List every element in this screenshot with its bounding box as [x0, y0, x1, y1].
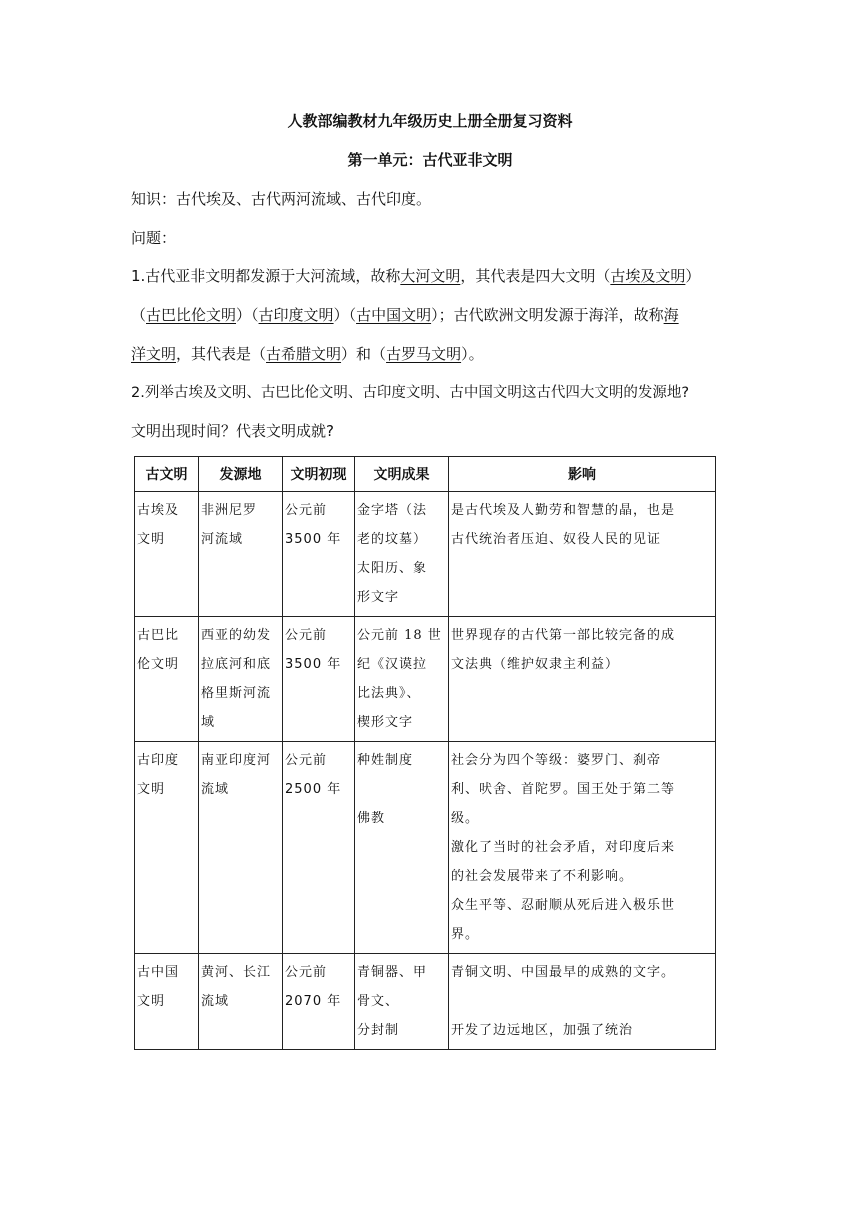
- table-header-row: [135, 457, 716, 492]
- origin-cell: 西亚的幼发 拉底河和底 格里斯河流 域: [201, 628, 272, 730]
- impact-cell: 社会分为四个等级：婆罗门、刹帝 利、吠舍、首陀罗。国王处于第二等 级。 激化了当时的社会矛盾，对印度后来 的社会发展带来了不利影响。 众生平等、忍耐顺从死后进入极乐世 界。: [451, 753, 676, 942]
- knowledge-line: 知识：古代埃及、古代两河流域、古代印度。: [131, 190, 432, 208]
- origin-cell: 黄河、长江 流域: [201, 965, 272, 1009]
- table-row: [135, 617, 716, 742]
- civ-name-cell: 古中国 文明: [137, 965, 180, 1009]
- question-1-line-2: （古巴比伦文明）（古印度文明）（古中国文明）；古代欧洲文明发源于海洋，故称海: [131, 306, 679, 324]
- question-2-line-1: 2.列举古埃及文明、古巴比伦文明、古印度文明、古中国文明这古代四大文明的发源地?: [131, 385, 690, 401]
- time-cell: 公元前 2070 年: [285, 965, 342, 1009]
- impact-cell: 世界现存的古代第一部比较完备的成 文法典（维护奴隶主利益）: [451, 628, 676, 672]
- civilizations-table: [134, 456, 716, 1050]
- civ-name-cell: 古巴比 伦文明: [137, 628, 180, 672]
- answer-blank: 洋文明: [131, 345, 177, 363]
- answer-blank: 古希腊文明: [266, 345, 342, 363]
- header-cell: 发源地: [199, 457, 283, 492]
- time-cell: 公元前 3500 年: [285, 628, 342, 672]
- answer-blank: 古中国文明: [356, 306, 432, 324]
- origin-cell: 南亚印度河 流域: [201, 753, 272, 797]
- document-title: 人教部编教材九年级历史上册全册复习资料: [287, 112, 573, 130]
- header-cell: 文明初现: [283, 457, 355, 492]
- achievements-cell: 金字塔（法 老的坟墓） 太阳历、象 形文字: [357, 503, 428, 605]
- civ-name-cell: 古印度 文明: [137, 753, 180, 797]
- table-row: [135, 492, 716, 617]
- achievements-cell: 青铜器、甲 骨文、 分封制: [357, 965, 428, 1038]
- header-cell: 文明成果: [355, 457, 449, 492]
- achievements-cell: 公元前 18 世 纪《汉谟拉 比法典》、 楔形文字: [357, 628, 442, 730]
- civ-name-cell: 古埃及 文明: [137, 503, 180, 547]
- time-cell: 公元前 2500 年: [285, 753, 342, 797]
- header-cell: 影响: [449, 457, 716, 492]
- question-1-line-1: 1.古代亚非文明都发源于大河流域，故称大河文明，其代表是四大文明（古埃及文明）: [131, 267, 701, 285]
- table-row: [135, 954, 716, 1050]
- answer-blank: 古印度文明: [258, 306, 334, 324]
- header-cell: 古文明: [135, 457, 199, 492]
- impact-cell: 是古代埃及人勤劳和智慧的晶，也是 古代统治者压迫、奴役人民的见证: [451, 503, 676, 547]
- answer-blank: 古巴比伦文明: [146, 306, 237, 324]
- answer-blank: 大河文明: [400, 267, 461, 285]
- origin-cell: 非洲尼罗 河流域: [201, 503, 258, 547]
- achievements-cell: 种姓制度 佛教: [357, 753, 414, 826]
- question-1-line-3: 洋文明，其代表是（古希腊文明）和（古罗马文明）。: [131, 345, 484, 363]
- impact-cell: 青铜文明、中国最早的成熟的文字。 开发了边远地区，加强了统治: [451, 965, 676, 1038]
- answer-blank: 古罗马文明: [386, 345, 462, 363]
- unit-title: 第一单元：古代亚非文明: [347, 151, 513, 169]
- question-2-line-2: 文明出现时间？代表文明成就?: [131, 422, 334, 440]
- table-row: [135, 742, 716, 954]
- time-cell: 公元前 3500 年: [285, 503, 342, 547]
- answer-blank: 古埃及文明: [610, 267, 686, 285]
- answer-blank: 海: [663, 306, 679, 324]
- question-label: 问题：: [131, 229, 177, 247]
